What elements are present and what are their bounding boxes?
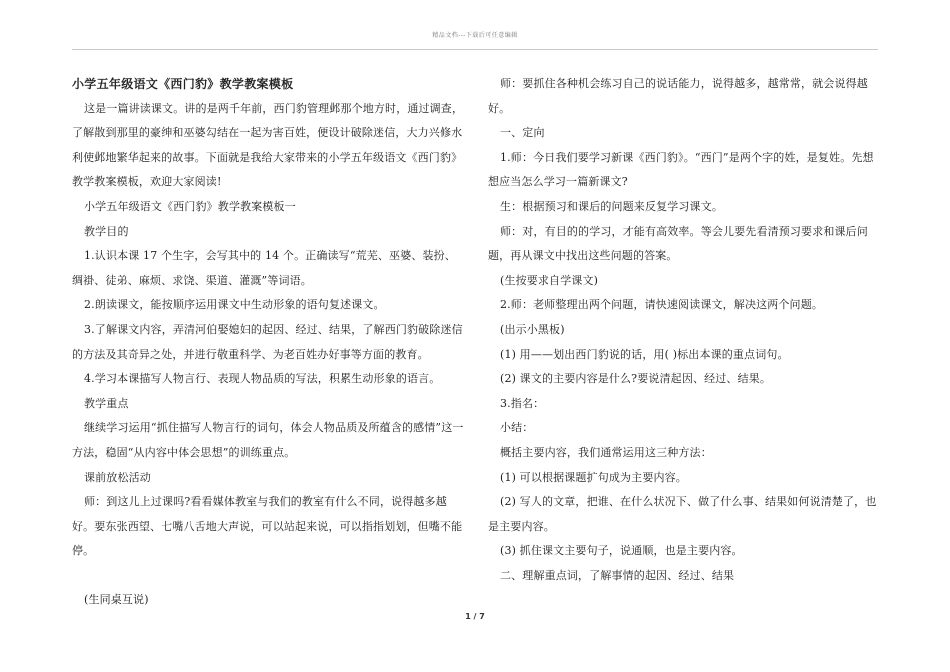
orientation-step-2: 2.师：老师整理出两个问题，请快速阅读课文，解决这两个问题。 bbox=[500, 298, 823, 312]
goal-item-1: 1.认识本课 17 个生字，会写其中的 14 个。正确读写“荒芜、巫婆、装扮、绸褂、徒弟、麻烦、求饶、渠道、灌溉”等词语。 bbox=[72, 249, 456, 287]
question-2: (2) 课文的主要内容是什么?要说清起因、经过、结果。 bbox=[500, 372, 772, 386]
document-header-note: 精品文档---下载后可任意编辑 bbox=[432, 32, 518, 39]
left-text-column bbox=[72, 72, 464, 612]
goal-item-3: 3.了解课文内容，弄清河伯娶媳妇的起因、经过、结果，了解西门豹破除迷信的方法及其奇异之处，并进行敬重科学、为老百姓办好事等方面的教育。 bbox=[72, 322, 463, 361]
right-text-column bbox=[488, 72, 880, 588]
section-heading-key-words: 二、理解重点词，了解事情的起因、经过、结果 bbox=[500, 568, 735, 582]
teacher-response: 师：对，有目的的学习，才能有高效率。等会儿要先看清预习要求和课后问题，再从课文中找出这些问题的答案。 bbox=[488, 224, 868, 263]
method-1: (1) 可以根据课题扩句成为主要内容。 bbox=[500, 470, 687, 484]
goal-item-4: 4.学习本课描写人物言行、表现人物品质的写法，积累生动形象的语言。 bbox=[84, 372, 441, 386]
classroom-note-blackboard: (出示小黑板) bbox=[500, 322, 565, 336]
section-heading-warmup: 课前放松活动 bbox=[84, 470, 151, 484]
classroom-note-self-study: (生按要求自学课文) bbox=[500, 273, 599, 287]
warmup-paragraph: 师：到这儿上过课吗?看看媒体教室与我们的教室有什么不同，说得越多越好。要东张西望、七嘴八舌地大声说，可以站起来说，可以指指划划，但嘴不能停。 bbox=[72, 495, 463, 558]
section-heading-orientation: 一、定向 bbox=[500, 126, 545, 140]
summary-intro: 概括主要内容，我们通常运用这三种方法： bbox=[500, 445, 712, 459]
classroom-note: (生同桌互说) bbox=[84, 592, 149, 606]
question-1: (1) 用——划出西门豹说的话，用( )标出本课的重点词句。 bbox=[500, 347, 789, 361]
template-heading: 小学五年级语文《西门豹》教学教案模板一 bbox=[84, 199, 296, 213]
orientation-step-3: 3.指名： bbox=[500, 396, 545, 410]
page-number: 1 / 7 bbox=[465, 612, 485, 621]
intro-paragraph: 这是一篇讲读课文。讲的是两千年前，西门豹管理邺那个地方时，通过调查，了解散到那里的豪绅和巫婆勾结在一起为害百姓，便设计破除迷信，大力兴修水利使邺地繁华起来的故事。下面就是我给大家带来的小学五年级语文《西门豹》教学教案模板，欢迎大家阅读! bbox=[72, 101, 464, 189]
teacher-remark-paragraph: 师：要抓住各种机会练习自己的说话能力，说得越多，越常常，就会说得越好。 bbox=[488, 77, 868, 115]
section-heading-teaching-goals: 教学目的 bbox=[84, 224, 129, 238]
method-3: (3) 抓住课文主要句子，说通顺，也是主要内容。 bbox=[500, 544, 743, 558]
summary-label: 小结： bbox=[500, 421, 534, 435]
document-title: 小学五年级语文《西门豹》教学教案模板 bbox=[72, 77, 294, 91]
method-2: (2) 写人的文章，把谁、在什么状况下、做了什么事、结果如何说清楚了，也是主要内容。 bbox=[488, 495, 877, 533]
section-heading-key-points: 教学重点 bbox=[84, 396, 129, 410]
student-answer: 生：根据预习和课后的问题来反复学习课文。 bbox=[500, 199, 723, 213]
header-divider bbox=[72, 49, 878, 50]
orientation-step-1: 1.师：今日我们要学习新课《西门豹》。“西门”是两个字的姓，是复姓。先想想应当怎么学习一篇新课文? bbox=[488, 150, 874, 189]
key-points-paragraph: 继续学习运用“抓住描写人物言行的词句，体会人物品质及所蕴含的感情”这一方法，稳固“从内容中体会思想”的训练重点。 bbox=[72, 421, 464, 459]
goal-item-2: 2.朗读课文，能按顺序运用课文中生动形象的语句复述课文。 bbox=[84, 298, 385, 312]
paragraph-spacer bbox=[72, 564, 464, 588]
